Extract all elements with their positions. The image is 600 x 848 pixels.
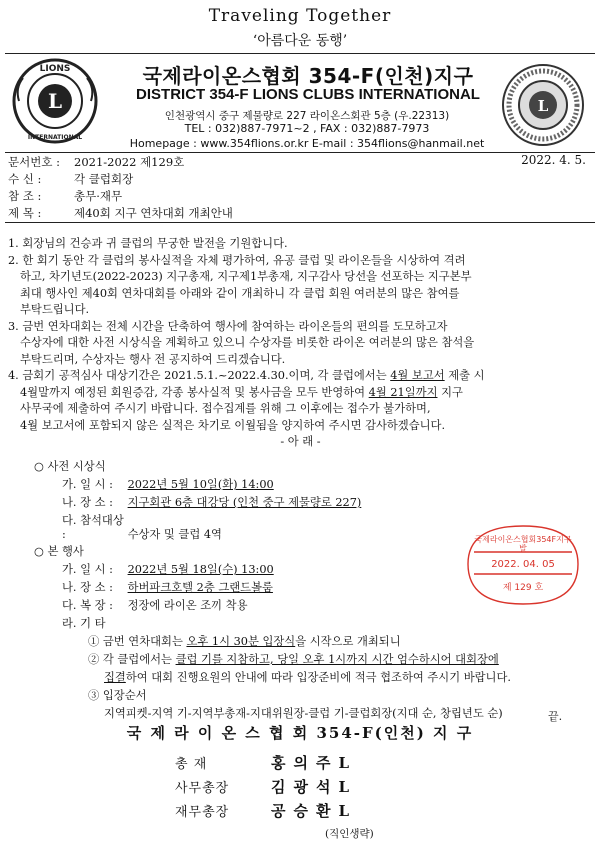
district-seal <box>500 62 586 148</box>
seal-omitted-note: (직인생략) <box>325 828 374 840</box>
letter-body <box>8 236 593 451</box>
pre-attendee-row: 다. 참석대상 : 수상자 및 클럽 4역 <box>62 514 222 541</box>
signatory-treasurer <box>175 800 357 821</box>
paragraph-3-line-3: 부탁드리며, 수상자는 행사 전 공지하여 드리겠습니다. <box>20 352 286 366</box>
report-emphasis: 4월 보고서 <box>390 369 445 382</box>
stamp-org: 국제라이온스협회354F지구 <box>474 535 572 544</box>
main-place-row: 나. 장 소 : 하버파크호텔 2층 그랜드볼룸 <box>62 581 273 594</box>
paragraph-4-line-1: 4. 금회기 공적심사 대상기간은 2021.5.1.~2022.4.30.이며, 각 클럽에서는 4월 보고서 제출 시 <box>8 369 485 382</box>
signatory-secretary <box>175 776 357 797</box>
doc-number-row <box>8 154 184 170</box>
subject-label: 제 목 : <box>8 206 42 220</box>
meta-divider <box>5 222 595 223</box>
treasurer-title: 재무총장 <box>175 805 230 820</box>
org-title-english: DISTRICT 354-F LIONS CLUBS INTERNATIONAL <box>136 86 480 103</box>
main-etc-heading: 라. 기 타 <box>62 617 106 630</box>
recipient-label: 수 신 : <box>8 172 42 186</box>
header-divider <box>5 152 595 153</box>
paragraph-3-line-1: 3. 금번 연차대회는 전체 시간을 단축하여 행사에 참여하는 라이온들의 편의를 도모하고자 <box>8 319 448 333</box>
subject-row <box>8 205 233 221</box>
recipient-row <box>8 171 133 187</box>
reference-label: 참 조 : <box>8 189 42 203</box>
entrance-order: 지역피켓-지역 기-지역부총재-지대위원장-클럽 기-클럽회장(지대 순, 창립년도 순) <box>104 707 503 720</box>
slogan-english: Traveling Together <box>208 6 392 26</box>
treasurer-name: 공승환L <box>271 802 358 820</box>
pre-place: 지구회관 6층 대강당 (인천 중구 제물량로 227) <box>127 496 362 509</box>
pre-attendee: 수상자 및 클럽 4역 <box>127 528 222 541</box>
doc-number: 2021-2022 제129호 <box>74 155 185 169</box>
main-place: 하버파크호텔 2층 그랜드볼룸 <box>127 581 273 594</box>
org-tel-fax: TEL : 032)887-7971~2 , FAX : 032)887-7973 <box>184 122 430 135</box>
paragraph-2-line-3: 최대 행사인 제40회 연차대회를 아래와 같이 개최하니 각 클럽 회원 여러분의 많은 참여를 <box>20 286 460 300</box>
etc-item-2-line-1: ② 각 클럽에서는 클럽 기를 지참하고, 당일 오후 1시까지 시간 엄수하시어 대회장에 <box>88 653 499 666</box>
logo-letter: L <box>47 89 63 113</box>
secretary-title: 사무총장 <box>175 781 230 796</box>
stamp-number: 제 129 호 <box>502 583 544 593</box>
pre-ceremony-heading: ○ 사전 시상식 <box>34 460 106 473</box>
paragraph-1: 1. 회장님의 건승과 귀 클럽의 무궁한 발전을 기원합니다. <box>8 237 288 250</box>
main-time-row: 가. 일 시 : 2022년 5월 18일(수) 13:00 <box>62 563 274 576</box>
below-heading: - 아 래 - <box>280 435 321 448</box>
etc-item-2-line-2: 집결하여 대회 진행요원의 안내에 따라 입장준비에 적극 협조하여 주시기 바랍니다. <box>104 671 511 684</box>
pre-time-row: 가. 일 시 : 2022년 5월 10일(화) 14:00 <box>62 478 274 491</box>
top-divider <box>5 53 595 54</box>
recipient: 각 클럽회장 <box>74 172 134 186</box>
main-time: 2022년 5월 18일(수) 13:00 <box>127 563 274 576</box>
issuance-stamp <box>460 520 586 610</box>
reference: 총무·재무 <box>74 189 123 203</box>
lions-logo <box>12 58 98 144</box>
svg-text:L: L <box>537 97 549 115</box>
footer-org: 국 제 라 이 온 스 협 회 354-F(인천) 지 구 <box>126 724 474 742</box>
governor-name: 홍의주L <box>271 754 358 772</box>
etc-item-3: ③ 입장순서 <box>88 689 147 702</box>
org-web-email: Homepage : www.354flions.or.kr E-mail : 354flions@hanmail.net <box>129 137 485 150</box>
pre-time: 2022년 5월 10일(화) 14:00 <box>127 478 274 491</box>
logo-bottom-text: INTERNATIONAL <box>27 134 83 141</box>
main-dress: 정장에 라이온 조끼 착용 <box>127 599 248 612</box>
org-address: 인천광역시 중구 제물량로 227 라이온스회관 5층 (우.22313) <box>164 110 450 122</box>
secretary-name: 김광석L <box>271 778 358 796</box>
paragraph-4-line-4: 4월 보고서에 포함되지 않은 실적은 차기로 이월됨을 양지하여 주시면 감사하겠습니다. <box>20 418 446 432</box>
paragraph-3-line-2: 수상자에 대한 사전 시상식을 계획하고 있으니 수상자를 비롯한 라이온 여러분의 많은 참석을 <box>20 336 475 349</box>
etc-item-1: ① 금번 연차대회는 오후 1시 30분 입장식을 시작으로 개최되니 <box>88 635 401 648</box>
paragraph-4-line-3: 사무국에 제출하여 주시기 바랍니다. 접수집계를 위해 그 이후에는 접수가 불가하며, <box>20 402 431 415</box>
reference-row <box>8 188 122 204</box>
subject: 제40회 지구 연차대회 개최안내 <box>74 206 233 220</box>
signatory-governor <box>175 752 357 773</box>
pre-place-row: 나. 장 소 : 지구회관 6층 대강당 (인천 중구 제물량로 227) <box>62 496 362 509</box>
logo-top-text: LIONS <box>39 64 71 74</box>
paragraph-4-line-2: 4월말까지 예정된 회원증감, 각종 봉사실적 및 봉사금을 모두 반영하여 4월 21일까지 지구 <box>20 385 463 399</box>
stamp-date: 2022. 04. 05 <box>491 559 555 570</box>
doc-number-label: 문서번호 : <box>8 155 60 169</box>
paragraph-2-line-4: 부탁드립니다. <box>20 303 90 316</box>
main-dress-row: 다. 복 장 : 정장에 라이온 조끼 착용 <box>62 599 248 612</box>
paragraph-2-line-2: 하고, 차기년도(2022-2023) 지구총재, 지구제1부총재, 지구감사 당선을 선포하는 지구본부 <box>20 270 472 283</box>
paragraph-2-line-1: 2. 한 회기 동안 각 클럽의 봉사실적을 자체 평가하여, 유공 클럽 및 라이온들을 시상하여 격려 <box>8 253 466 267</box>
end-mark: 끝. <box>548 710 563 723</box>
slogan-korean: ‘아름다운 동행’ <box>252 33 348 49</box>
org-title: 국제라이온스협회 354-F(인천)지구 <box>142 64 474 88</box>
main-event-heading: ○ 본 행사 <box>34 545 84 558</box>
governor-title: 총 재 <box>175 757 208 772</box>
doc-date: 2022. 4. 5. <box>521 153 586 167</box>
stamp-mid: 발 <box>519 544 527 553</box>
deadline-emphasis: 4월 21일까지 <box>368 385 438 399</box>
